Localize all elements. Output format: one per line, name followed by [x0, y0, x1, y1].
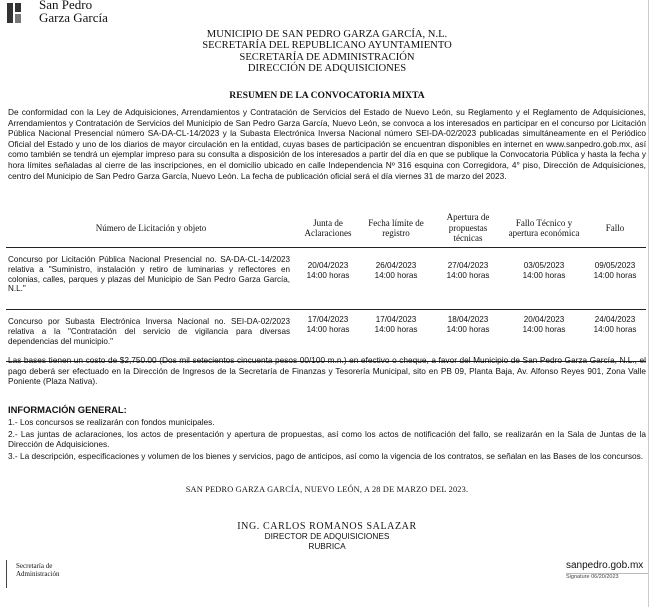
document-header [0, 29, 654, 75]
time-value: 14:00 horas [446, 324, 490, 334]
header-municipality: MUNICIPIO DE SAN PEDRO GARZA GARCÍA, N.L. [206, 29, 448, 40]
general-info-list [8, 417, 646, 462]
date-value: 20/04/2023 [523, 315, 565, 324]
date-value: 20/04/2023 [307, 261, 349, 270]
time-value: 14:00 horas [522, 324, 566, 334]
col-header-fallo: Fallo [584, 209, 646, 248]
time-value: 14:00 horas [306, 270, 350, 280]
table-row [6, 310, 646, 362]
header-administration: SECRETARÍA DE ADMINISTRACIÓN [239, 51, 415, 63]
col-header-objeto: Número de Licitación y objeto [6, 209, 296, 248]
list-item: 2.- Las juntas de aclaraciones, los actos de presentación y apertura de propuestas, así como los actos de notificación del fallo, se realizarán en la Sala de Juntas de la Dirección de Adquisiciones. [8, 428, 646, 450]
costs-paragraph: Las bases tienen un costo de $2,750.00 (Dos mil setecientos cincuenta pesos 00/100 m.n.) en efectivo o cheque, a favor del Municipio de San Pedro Garza García, N.L., el pago deberá ser efectuado en la Dirección de Ingresos de la Secretaría de Finanzas y Tesorería Municipal, sito en PB 09, Planta Baja, Av. Alfonso Reyes 901, Zona Valle Poniente (Plaza Nativa). [8, 355, 646, 387]
time-value: 14:00 horas [593, 324, 637, 334]
list-item: 1.- Los concursos se realizarán con fondos municipales. [8, 417, 215, 427]
cell-registro [360, 248, 432, 310]
cell-apertura [432, 310, 504, 362]
time-value: 14:00 horas [446, 270, 490, 280]
date-value: 18/04/2023 [447, 315, 489, 324]
col-header-registro: Fecha límite de registro [360, 209, 432, 248]
signer-role: DIRECTOR DE ADQUISICIONES [264, 531, 390, 541]
logo-text-line2: Garza García [39, 10, 108, 25]
general-info-title: INFORMACIÓN GENERAL: [8, 404, 127, 415]
cell-registro [360, 310, 432, 362]
date-value: 24/04/2023 [594, 315, 636, 324]
header-secretariat: SECRETARÍA DEL REPUBLICANO AYUNTAMIENTO [202, 40, 452, 52]
date-value: 17/04/2023 [375, 315, 417, 324]
list-item: 3.- La descripción, especificaciones y volumen de los bienes y servicios, pago de anticipos, así como la vigencia de los contratos, se señalan en las Bases de los concursos. [8, 450, 644, 461]
footer-signature-note: Signature 06/20/2023 [566, 574, 619, 580]
convocation-table [6, 209, 646, 362]
cell-junta [296, 310, 360, 362]
time-value: 14:00 horas [374, 270, 418, 280]
cell-apertura [432, 248, 504, 310]
intro-paragraph: De conformidad con la Ley de Adquisiciones, Arrendamientos y Contratación de Servicios del Estado de Nuevo León, su Reglamento y el Reglamento de Adquisiciones, Arrendamientos y Contratación de Servicios del Municipio de San Pedro Garza García, Nuevo León, se convoca a los interesados en participar en el concurso por Licitación Pública Nacional Presencial número SA-DA-CL-14/2023 y la Subasta Electrónica Inversa Nacional número SEI-DA-02/2023 publicadas simultáneamente en el Periódico Oficial del Estado y uno de los diarios de mayor circulación en la entidad, cuyas bases de participación se encuentran disponibles en internet en www.sanpedro.gob.mx, así como también se tendrá un ejemplar impreso para su consulta a disposición de los interesados a partir del día en que se publique la Convocatoria Pública y hasta la fecha y hora límites señaladas al cierre de las inscripciones, en el domicilio ubicado en calle Independencia Nº 316 esquina con Corregidora, 4° piso, Dirección de Adquisiciones, centro del Municipio de San Pedro Garza García, Nuevo León. La fecha de publicación oficial será el día viernes 31 de marzo del 2023. [8, 107, 646, 181]
table-row [6, 248, 646, 310]
logo-emblem-icon [6, 2, 24, 24]
cell-objeto: Concurso por Licitación Pública Nacional Presencial no. SA-DA-CL-14/2023 relativa a "Suministro, instalación y retiro de luminarias y reflectores en colonias, calles, parques y plazas del Municipio de San Pedro Garza García, N.L." [6, 248, 296, 310]
footer-website: sanpedro.gob.mx [566, 560, 644, 571]
date-value: 03/05/2023 [523, 261, 565, 270]
cell-fallo [584, 310, 646, 362]
date-value: 09/05/2023 [594, 261, 636, 270]
time-value: 14:00 horas [306, 324, 350, 334]
time-value: 14:00 horas [522, 270, 566, 280]
footer-department [16, 562, 60, 579]
signature-block [0, 521, 654, 551]
document-title: RESUMEN DE LA CONVOCATORIA MIXTA [229, 90, 425, 101]
date-value: 27/04/2023 [447, 261, 489, 270]
cell-objeto: Concurso por Subasta Electrónica Inversa Nacional no. SEI-DA-02/2023 relativa a la "Contratación del servicio de vigilancia para diversas dependencias del municipio." [6, 310, 296, 362]
table-header-row [6, 209, 646, 248]
date-value: 26/04/2023 [375, 261, 417, 270]
cell-junta [296, 248, 360, 310]
signer-name: ING. CARLOS ROMANOS SALAZAR [237, 521, 417, 532]
footer-department-line2: Administración [16, 570, 60, 579]
place-and-date: SAN PEDRO GARZA GARCÍA, NUEVO LEÓN, A 28 DE MARZO DEL 2023. [185, 485, 469, 494]
footer-divider [6, 560, 7, 588]
signer-rubrica: RUBRICA [308, 540, 346, 551]
cell-fallo-tecnico [504, 310, 584, 362]
date-value: 17/04/2023 [307, 315, 349, 324]
col-header-fallo-tecnico: Fallo Técnico y apertura económica [504, 209, 584, 248]
cell-fallo [584, 248, 646, 310]
municipal-logo [6, 0, 166, 26]
col-header-junta: Junta de Aclaraciones [296, 209, 360, 248]
col-header-apertura: Apertura de propuestas técnicas [432, 209, 504, 248]
time-value: 14:00 horas [593, 270, 637, 280]
footer-department-line1: Secretaría de [16, 562, 53, 570]
time-value: 14:00 horas [374, 324, 418, 334]
cell-fallo-tecnico [504, 248, 584, 310]
header-direction: DIRECCIÓN DE ADQUISICIONES [247, 63, 407, 75]
logo-text-line1: San Pedro [39, 0, 93, 12]
